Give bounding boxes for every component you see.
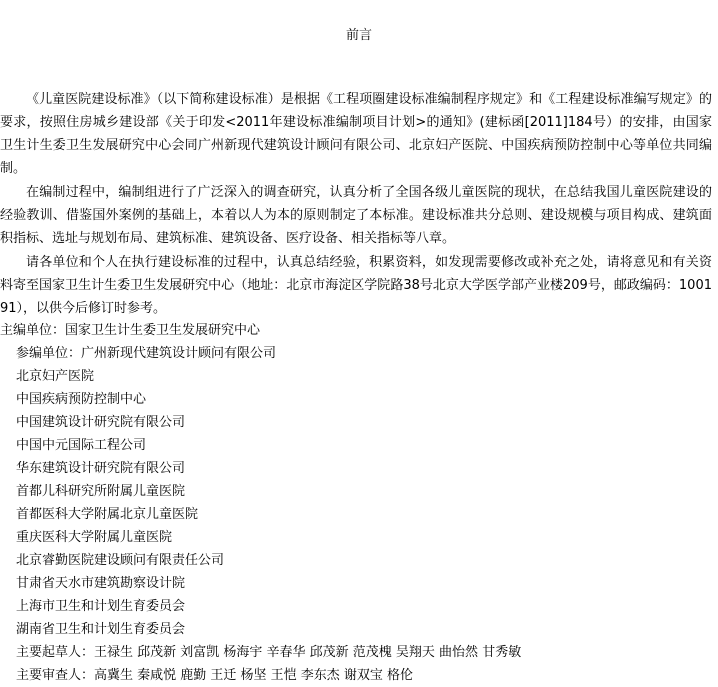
main-drafters: 主要起草人：王禄生 邱茂新 刘富凯 杨海宇 辛春华 邱茂新 范茂槐 吴翔天 曲怡然 甘秀敏 [16,645,522,660]
participating-unit-line: 首都医科大学附属北京儿童医院 [16,507,199,522]
participating-unit-line: 重庆医科大学附属儿童医院 [16,530,173,545]
participating-unit-line: 北京妇产医院 [16,369,95,384]
participating-unit-line: 首都儿科研究所附属儿童医院 [16,484,186,499]
participating-unit-line: 参编单位：广州新现代建筑设计顾问有限公司 [16,346,277,361]
main-reviewers: 主要审查人：高冀生 秦咸悦 鹿勤 王迁 杨坚 王恺 李东杰 谢双宝 格伦 [16,668,414,683]
participating-unit-line: 中国疾病预防控制中心 [16,392,147,407]
page-title: 前言 [345,28,372,43]
participating-unit-line: 上海市卫生和计划生育委员会 [16,599,186,614]
participating-unit-line: 中国中元国际工程公司 [16,438,147,453]
paragraph-process: 在编制过程中，编制组进行了广泛深入的调查研究，认真分析了全国各级儿童医院的现状，在总结我国儿童医院建设的经验教训、借鉴国外案例的基础上，本着以人为本的原则制定了本标准。建设标准共分总则、建设规模与项目构成、建筑面积指标、选址与规划布局、建筑标准、建筑设备、医疗设备、相关指标等八章。 [0,185,712,246]
participating-unit-line: 中国建筑设计研究院有限公司 [16,415,186,430]
paragraph-feedback: 请各单位和个人在执行建设标准的过程中，认真总结经验，积累资料，如发现需要修改或补充之处，请将意见和有关资料寄至国家卫生计生委卫生发展研究中心（地址：北京市海淀区学院路38号北京大学医学部产业楼209号，邮政编码：100191），以供今后修订时参考。 [0,255,712,316]
participating-unit-line: 北京睿勤医院建设顾问有限责任公司 [16,553,225,568]
participating-unit-line: 华东建筑设计研究院有限公司 [16,461,186,476]
chief-editor-unit: 主编单位：国家卫生计生委卫生发展研究中心 [0,323,261,338]
paragraph-intro: 《儿童医院建设标准》（以下简称建设标准）是根据《工程项圈建设标准编制程序规定》和《工程建设标准编写规定》的要求，按照住房城乡建设部《关于印发<2011年建设标准编制项目计划>的通知》(建标函[2011]184号）的安排，由国家卫生计生委卫生发展研究中心会同广州新现代建筑设计顾问有限公司、北京妇产医院、中国疾病预防控制中心等单位共同编制。 [0,92,712,176]
participating-unit-line: 甘肃省天水市建筑勘察设计院 [16,576,186,591]
participating-unit-line: 湖南省卫生和计划生育委员会 [16,622,186,637]
